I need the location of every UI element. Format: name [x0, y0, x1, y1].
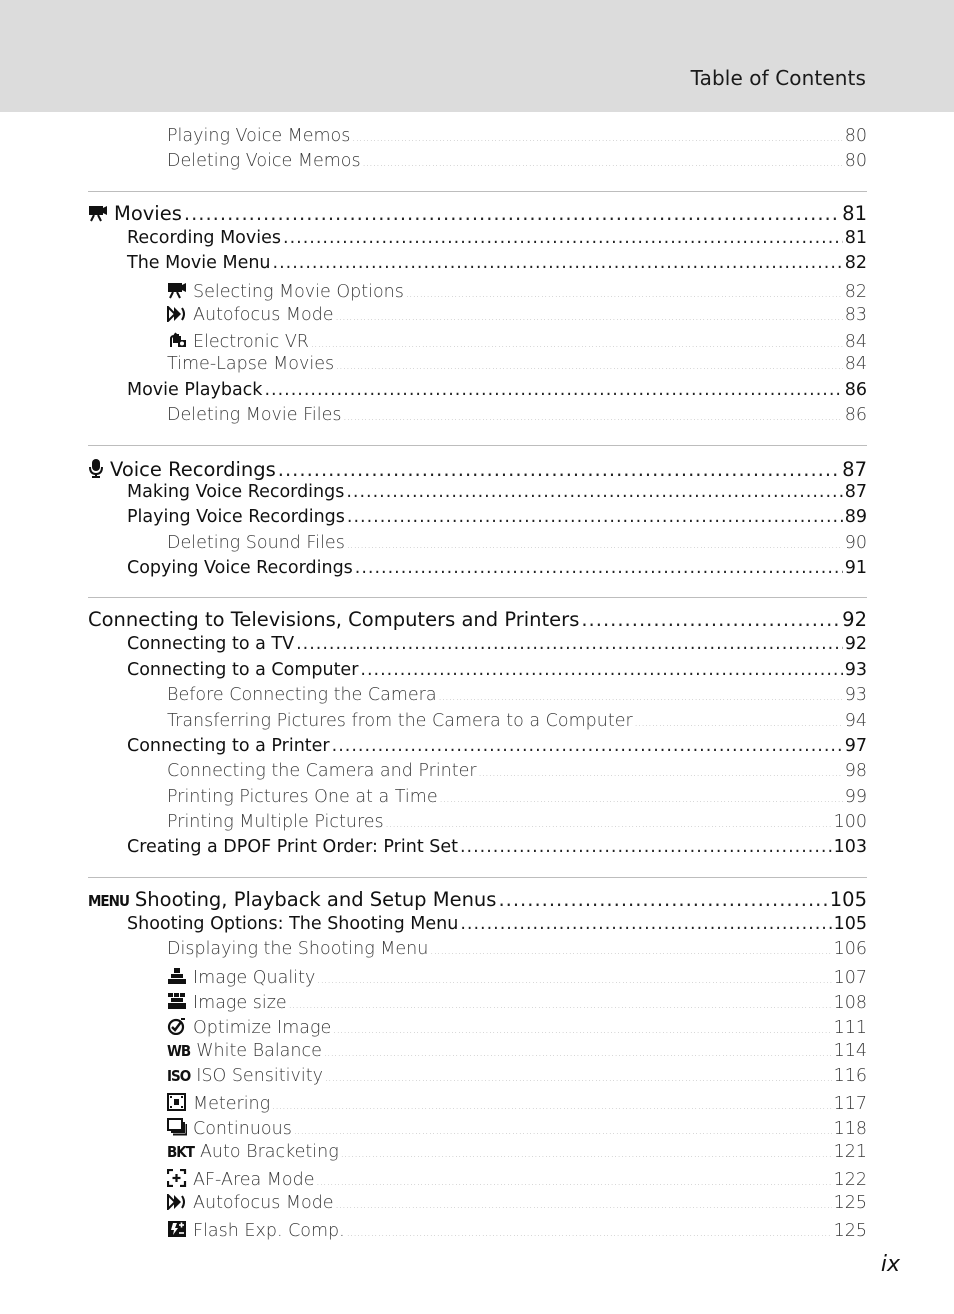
toc-entry-label: Voice Recordings: [110, 457, 276, 481]
toc-entry-text: [167, 761, 477, 781]
toc-entry-page: 118: [833, 1119, 867, 1140]
toc-entry-label: Shooting Options: The Shooting Menu: [127, 913, 459, 934]
toc-entry-page: 117: [833, 1094, 867, 1115]
toc-entry-text: [88, 608, 579, 631]
toc-entry-recording-movies[interactable]: [88, 228, 867, 254]
toc-entry-text: [167, 151, 361, 171]
toc-entry-page: 80: [844, 126, 867, 146]
dot-leader: [460, 914, 831, 934]
toc-entry-text: [167, 1192, 334, 1213]
dot-leader: [311, 340, 843, 350]
toc-entry-deleting-voice-memos[interactable]: [88, 151, 867, 176]
toc-entry-label: Time-Lapse Movies: [167, 354, 335, 375]
toc-entry-label: Recording Movies: [127, 227, 281, 248]
toc-entry-page: 114: [833, 1040, 867, 1061]
toc-entry-shooting-options-the-shooting-menu[interactable]: [88, 914, 867, 940]
toc-entry-page: 105: [829, 887, 867, 911]
dot-leader: [635, 719, 843, 729]
toc-entry-text: [127, 253, 271, 273]
toc-entry-label: AF-Area Mode: [193, 1170, 315, 1191]
toc-entry-text: [88, 202, 182, 225]
toc-entry-page: 86: [844, 379, 867, 400]
toc-entry-page: 81: [844, 227, 867, 248]
toc-entry-text: [127, 380, 262, 400]
toc-entry-page: 80: [844, 151, 867, 172]
toc-entry-auto-bracketing[interactable]: [88, 1142, 867, 1167]
toc-entry-text: [127, 837, 458, 857]
dot-leader: [341, 1150, 832, 1160]
toc-entry-text: [167, 787, 438, 807]
toc-entry-connecting-the-camera-and-printer[interactable]: [88, 761, 867, 786]
toc-entry-page: 93: [844, 685, 867, 706]
toc-entry-time-lapse-movies[interactable]: [88, 354, 867, 379]
toc-entry-page: 125: [833, 1220, 867, 1241]
toc-entry-label: Connecting to a TV: [127, 634, 295, 655]
toc-entry-label: Image Quality: [193, 967, 316, 988]
toc-entry-text: [167, 1218, 345, 1241]
toc-entry-text: [167, 1066, 323, 1086]
toc-entry-text: [167, 126, 350, 146]
dot-leader: [325, 1074, 832, 1084]
toc-entry-voice-recordings[interactable]: [88, 456, 867, 482]
toc-entry-text: [127, 228, 281, 248]
toc-entry-label: Deleting Sound Files: [167, 532, 345, 553]
toc-entry-page: 87: [844, 481, 867, 502]
optimize-image-icon: [167, 1017, 187, 1035]
toc-entry-af-area-mode[interactable]: [88, 1167, 867, 1192]
toc-entry-text: [167, 405, 342, 425]
toc-entry-page: 92: [844, 634, 867, 655]
toc-entry-label: Movie Playback: [127, 379, 263, 400]
toc-entry-page: 97: [844, 735, 867, 756]
toc-entry-page: 100: [833, 812, 867, 833]
dot-leader: [352, 134, 842, 144]
menu-icon: MENU: [88, 891, 129, 910]
toc-entry-label: Deleting Voice Memos: [167, 151, 361, 172]
toc-entry-page: 82: [844, 253, 867, 274]
toc-entry-connecting-to-a-printer[interactable]: [88, 736, 867, 762]
movie-icon: [167, 281, 187, 299]
toc-entry-page: 92: [842, 608, 867, 632]
section-divider: [88, 191, 867, 192]
dot-leader: [336, 362, 843, 372]
toc-entry-shooting-playback-and-setup-menus[interactable]: [88, 888, 867, 914]
toc-entry-text: [127, 634, 294, 654]
toc-entry-text: [167, 354, 334, 374]
toc-entry-label: Selecting Movie Options: [193, 281, 404, 302]
dot-leader: [347, 1229, 832, 1239]
electronic-vr-icon: [167, 331, 187, 349]
toc-entry-text: [127, 482, 344, 502]
dot-leader: [386, 820, 832, 830]
dot-leader: [460, 837, 832, 857]
movie-icon: [88, 204, 108, 222]
toc-entry-transferring-pictures-from-the-camera-to-a-computer[interactable]: [88, 711, 867, 736]
toc-entry-page: 103: [833, 837, 867, 858]
dot-leader: [346, 482, 842, 502]
toc-entry-text: [127, 558, 353, 578]
section-divider: [88, 597, 867, 598]
toc-entry-page: 86: [844, 405, 867, 426]
toc-entry-label: Electronic VR: [193, 332, 309, 353]
autofocus-icon: [167, 1194, 187, 1210]
toc-entry-metering[interactable]: [88, 1091, 867, 1116]
toc-entry-the-movie-menu[interactable]: [88, 253, 867, 279]
toc-entry-label: Connecting the Camera and Printer: [167, 761, 477, 782]
toc-entry-text: [167, 279, 404, 302]
toc-entry-flash-exp-comp[interactable]: [88, 1218, 867, 1243]
toc-entry-continuous[interactable]: [88, 1116, 867, 1141]
dot-leader: [406, 290, 843, 300]
toc-entry-text: [167, 1015, 331, 1038]
toc-entry-image-quality[interactable]: [88, 965, 867, 990]
toc-entry-label: Printing Multiple Pictures: [167, 812, 384, 833]
toc-entry-page: 122: [833, 1170, 867, 1191]
toc-entry-label: Shooting, Playback and Setup Menus: [134, 887, 497, 911]
toc-entry-label: Creating a DPOF Print Order: Print Set: [127, 837, 458, 858]
dot-leader: [336, 313, 843, 323]
toc-entry-label: The Movie Menu: [127, 253, 271, 274]
dot-leader: [430, 947, 831, 957]
toc-entry-label: Optimize Image: [193, 1018, 332, 1039]
toc-entry-printing-multiple-pictures[interactable]: [88, 812, 867, 837]
dot-leader: [264, 380, 842, 400]
toc-entry-text: [127, 736, 330, 756]
image-quality-icon: [167, 967, 187, 985]
toc-entry-page: 125: [833, 1193, 867, 1214]
auto-bracketing-icon: BKT: [167, 1142, 194, 1161]
dot-leader: [479, 769, 843, 779]
toc-entry-creating-a-dpof-print-order-print-set[interactable]: [88, 837, 867, 863]
toc-entry-text: [167, 965, 315, 988]
dot-leader: [324, 1049, 832, 1059]
dot-leader: [360, 660, 842, 680]
toc-entry-page: 111: [833, 1018, 867, 1039]
toc-entry-page: 107: [833, 967, 867, 988]
toc-entry-label: Movies: [114, 201, 182, 225]
header-title: Table of Contents: [690, 66, 866, 90]
toc-entry-text: [167, 1167, 314, 1190]
toc-entry-label: Metering: [193, 1094, 271, 1115]
toc-entry-page: 84: [844, 354, 867, 375]
toc-entry-white-balance[interactable]: [88, 1041, 867, 1066]
toc-entry-displaying-the-shooting-menu[interactable]: [88, 939, 867, 964]
toc-entry-text: [167, 685, 437, 705]
dot-leader: [273, 253, 843, 273]
toc-entry-text: [167, 1091, 270, 1114]
toc-entry-label: Connecting to Televisions, Computers and Printers: [88, 608, 580, 632]
flash-exp-comp-icon: [167, 1220, 187, 1238]
toc-entry-page: 116: [833, 1065, 867, 1086]
toc-entry-deleting-sound-files[interactable]: [88, 533, 867, 558]
toc-entry-label: Displaying the Shooting Menu: [167, 939, 429, 960]
dot-leader: [317, 976, 831, 986]
toc-entry-page: 91: [844, 557, 867, 578]
toc-entry-text: [167, 304, 334, 325]
dot-leader: [333, 1026, 831, 1036]
dot-leader: [363, 159, 843, 169]
toc-entry-text: [167, 1142, 339, 1162]
dot-leader: [272, 1102, 831, 1112]
toc-entry-iso-sensitivity[interactable]: [88, 1066, 867, 1091]
toc-entry-label: Connecting to a Printer: [127, 735, 330, 756]
toc-entry-label: Playing Voice Recordings: [127, 507, 345, 528]
toc-entry-text: [167, 711, 633, 731]
toc-entry-page: 90: [844, 532, 867, 553]
toc-entry-page: 89: [844, 507, 867, 528]
dot-leader: [336, 1201, 832, 1211]
toc-entry-autofocus-mode[interactable]: [88, 1192, 867, 1217]
toc-entry-label: Continuous: [193, 1119, 292, 1140]
toc-entry-label: Autofocus Mode: [193, 304, 334, 325]
autofocus-icon: [167, 306, 187, 322]
toc-entry-text: [167, 329, 309, 352]
toc-entry-label: ISO Sensitivity: [196, 1065, 323, 1086]
page-number: ix: [880, 1252, 900, 1277]
toc-entry-label: Image size: [193, 992, 287, 1013]
dot-leader: [283, 228, 843, 248]
continuous-icon: [167, 1118, 187, 1136]
toc-entry-page: 99: [844, 786, 867, 807]
page-header: [0, 0, 954, 112]
toc-entry-label: Deleting Movie Files: [167, 405, 342, 426]
dot-leader: [296, 634, 843, 654]
dot-leader: [344, 413, 843, 423]
toc-entry-page: 106: [833, 939, 867, 960]
toc-entry-page: 121: [833, 1141, 867, 1162]
toc-entry-page: 83: [844, 304, 867, 325]
dot-leader: [498, 888, 827, 911]
toc-entry-label: Before Connecting the Camera: [167, 685, 437, 706]
toc-entry-movie-playback[interactable]: [88, 380, 867, 406]
toc-entry-connecting-to-televisions-computers-and-printers[interactable]: [88, 608, 867, 634]
iso-icon: ISO: [167, 1066, 191, 1085]
toc-entry-deleting-movie-files[interactable]: [88, 405, 867, 430]
image-size-icon: [167, 992, 187, 1010]
dot-leader: [294, 1127, 832, 1137]
dot-leader: [289, 1001, 832, 1011]
dot-leader: [316, 1178, 831, 1188]
toc-entry-copying-voice-recordings[interactable]: [88, 558, 867, 584]
toc-entry-movies[interactable]: [88, 202, 867, 228]
toc-entry-page: 87: [842, 457, 867, 481]
toc-entry-page: 108: [833, 992, 867, 1013]
dot-leader: [355, 558, 843, 578]
toc-entry-image-size[interactable]: [88, 990, 867, 1015]
toc-entry-page: 82: [844, 281, 867, 302]
table-of-contents: [88, 126, 867, 1243]
section-divider: [88, 445, 867, 446]
toc-entry-autofocus-mode[interactable]: [88, 304, 867, 329]
dot-leader: [184, 202, 840, 225]
toc-entry-page: 93: [844, 659, 867, 680]
toc-entry-label: Printing Pictures One at a Time: [167, 786, 438, 807]
toc-entry-text: [127, 660, 358, 680]
microphone-icon: [88, 458, 104, 478]
dot-leader: [347, 541, 843, 551]
toc-entry-text: [127, 914, 458, 934]
toc-entry-page: 84: [844, 332, 867, 353]
toc-entry-label: White Balance: [196, 1040, 322, 1061]
dot-leader: [278, 458, 840, 481]
toc-entry-label: Auto Bracketing: [199, 1141, 339, 1162]
dot-leader: [332, 736, 843, 756]
toc-entry-text: [167, 812, 384, 832]
toc-entry-electronic-vr[interactable]: [88, 329, 867, 354]
section-divider: [88, 877, 867, 878]
toc-entry-text: [167, 990, 287, 1013]
toc-entry-label: Transferring Pictures from the Camera to a Computer: [167, 710, 633, 731]
toc-entry-label: Connecting to a Computer: [127, 659, 359, 680]
toc-entry-label: Copying Voice Recordings: [127, 557, 353, 578]
toc-entry-connecting-to-a-tv[interactable]: [88, 634, 867, 660]
toc-entry-text: [167, 939, 428, 959]
toc-entry-label: Autofocus Mode: [193, 1193, 334, 1214]
toc-entry-label: Making Voice Recordings: [127, 481, 345, 502]
toc-entry-connecting-to-a-computer[interactable]: [88, 660, 867, 686]
dot-leader: [440, 795, 843, 805]
af-area-icon: [167, 1169, 187, 1187]
toc-entry-making-voice-recordings[interactable]: [88, 482, 867, 508]
toc-entry-playing-voice-memos[interactable]: [88, 126, 867, 151]
toc-entry-text: [167, 533, 345, 553]
toc-entry-before-connecting-the-camera[interactable]: [88, 685, 867, 710]
toc-entry-label: Playing Voice Memos: [167, 126, 351, 146]
metering-icon: [167, 1093, 187, 1111]
toc-entry-selecting-movie-options[interactable]: [88, 279, 867, 304]
toc-entry-playing-voice-recordings[interactable]: [88, 507, 867, 533]
toc-entry-printing-pictures-one-at-a-time[interactable]: [88, 787, 867, 812]
dot-leader: [581, 608, 840, 631]
toc-entry-text: [167, 1041, 322, 1061]
toc-entry-page: 81: [842, 201, 867, 225]
toc-entry-label: Flash Exp. Comp.: [193, 1220, 345, 1241]
toc-entry-text: [127, 507, 345, 527]
toc-entry-text: [167, 1116, 292, 1139]
toc-entry-optimize-image[interactable]: [88, 1015, 867, 1040]
dot-leader: [439, 693, 843, 703]
toc-entry-page: 98: [844, 761, 867, 782]
white-balance-icon: WB: [167, 1041, 191, 1060]
toc-entry-text: [88, 888, 496, 911]
toc-entry-page: 105: [833, 913, 867, 934]
dot-leader: [347, 507, 843, 527]
toc-entry-text: [88, 456, 276, 481]
toc-entry-page: 94: [844, 710, 867, 731]
